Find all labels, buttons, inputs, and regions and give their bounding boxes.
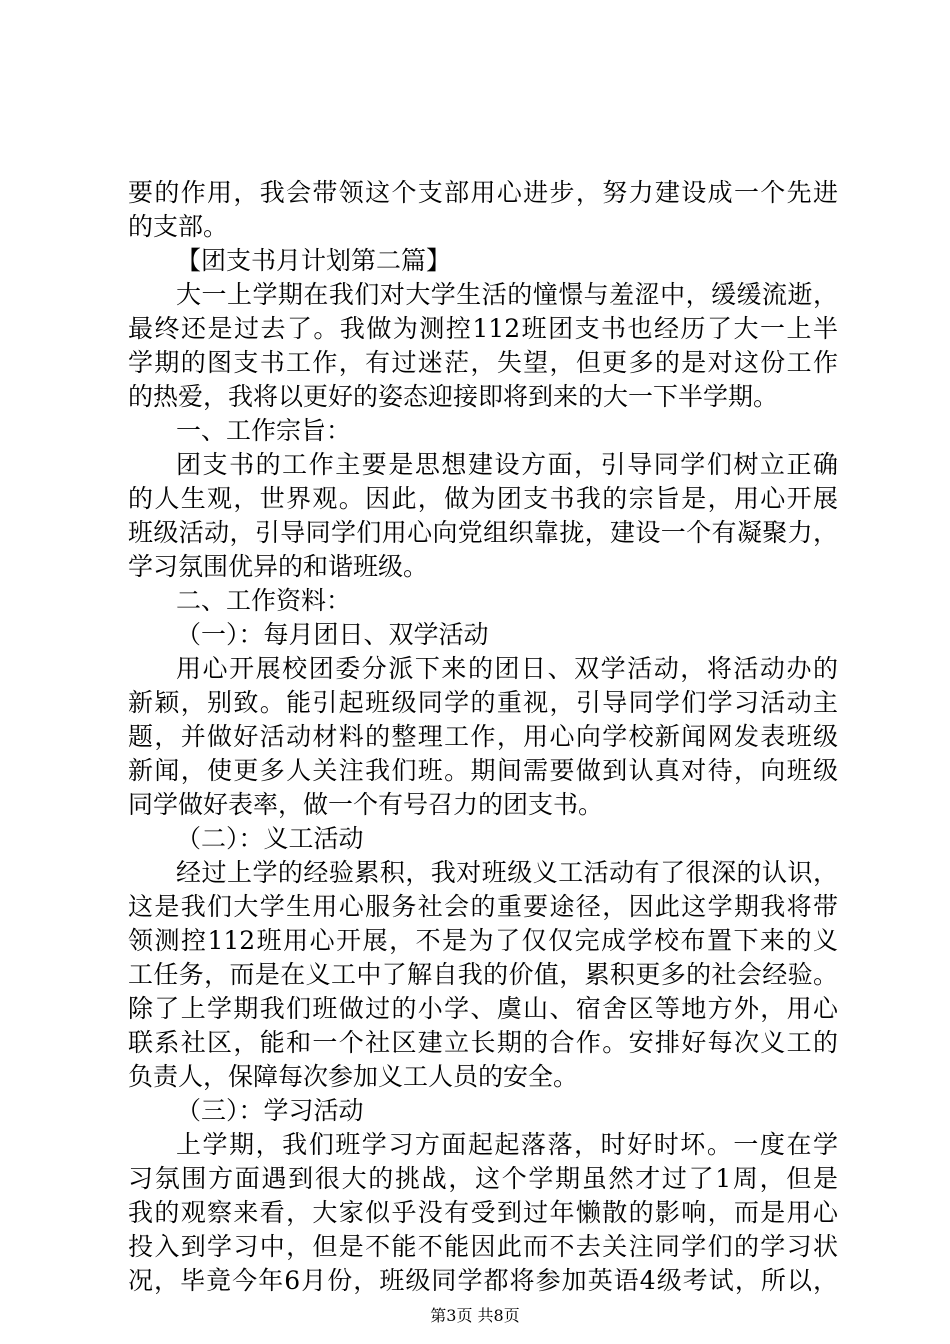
paragraph-line: 的人生观，世界观。因此，做为团支书我的宗旨是，用心开展: [128, 484, 838, 513]
paragraph-line: 要的作用，我会带领这个支部用心进步，努力建设成一个先进: [128, 178, 838, 207]
paragraph-line: 负责人，保障每次参加义工人员的安全。: [128, 1062, 579, 1091]
paragraph-line: 最终还是过去了。我做为测控112班团支书也经历了大一上半: [128, 314, 838, 343]
paragraph-line: 团支书的工作主要是思想建设方面，引导同学们树立正确: [176, 450, 838, 479]
paragraph-line: 习氛围方面遇到很大的挑战，这个学期虽然才过了1周，但是: [128, 1164, 838, 1193]
paragraph-line: 同学做好表率，做一个有号召力的团支书。: [128, 790, 604, 819]
paragraph-line: 投入到学习中，但是不能不能因此而不去关注同学们的学习状: [128, 1232, 838, 1261]
page-number: 第3页 共8页: [430, 1306, 520, 1325]
paragraph-line: 学期的图支书工作，有过迷茫，失望，但更多的是对这份工作: [128, 348, 838, 377]
subsection-heading: （三）：学习活动: [176, 1096, 364, 1125]
paragraph-line: 况，毕竟今年6月份，班级同学都将参加英语4级考试，所以，: [128, 1266, 838, 1295]
section-heading: 二、工作资料：: [176, 586, 352, 615]
paragraph-line: 领测控112班用心开展，不是为了仅仅完成学校布置下来的义: [128, 926, 838, 955]
paragraph-line: 工任务，而是在义工中了解自我的价值，累积更多的社会经验。: [128, 960, 838, 989]
paragraph-line: 新闻，使更多人关注我们班。期间需要做到认真对待，向班级: [128, 756, 838, 785]
paragraph-line: 用心开展校团委分派下来的团日、双学活动，将活动办的: [176, 654, 838, 683]
paragraph-line: 联系社区，能和一个社区建立长期的合作。安排好每次义工的: [128, 1028, 838, 1057]
paragraph-line: 经过上学的经验累积，我对班级义工活动有了很深的认识，: [176, 858, 838, 887]
paragraph-line: 我的观察来看，大家似乎没有受到过年懒散的影响，而是用心: [128, 1198, 838, 1227]
paragraph-line: 大一上学期在我们对大学生活的憧憬与羞涩中，缓缓流逝，: [176, 280, 838, 309]
paragraph-line: 新颖，别致。能引起班级同学的重视，引导同学们学习活动主: [128, 688, 838, 717]
section-heading: 【团支书月计划第二篇】: [176, 246, 452, 275]
paragraph-line: 的支部。: [128, 212, 229, 241]
subsection-heading: （二）：义工活动: [176, 824, 364, 853]
section-heading: 一、工作宗旨：: [176, 416, 352, 445]
paragraph-line: 班级活动，引导同学们用心向党组织靠拢，建设一个有凝聚力，: [128, 518, 838, 547]
paragraph-line: 上学期，我们班学习方面起起落落，时好时坏。一度在学: [176, 1130, 838, 1159]
subsection-heading: （一）：每月团日、双学活动: [176, 620, 489, 649]
paragraph-line: 除了上学期我们班做过的小学、虞山、宿舍区等地方外，用心: [128, 994, 838, 1023]
paragraph-line: 这是我们大学生用心服务社会的重要途径，因此这学期我将带: [128, 892, 838, 921]
paragraph-line: 题，并做好活动材料的整理工作，用心向学校新闻网发表班级: [128, 722, 838, 751]
paragraph-line: 的热爱，我将以更好的姿态迎接即将到来的大一下半学期。: [128, 382, 779, 411]
paragraph-line: 学习氛围优异的和谐班级。: [128, 552, 429, 581]
